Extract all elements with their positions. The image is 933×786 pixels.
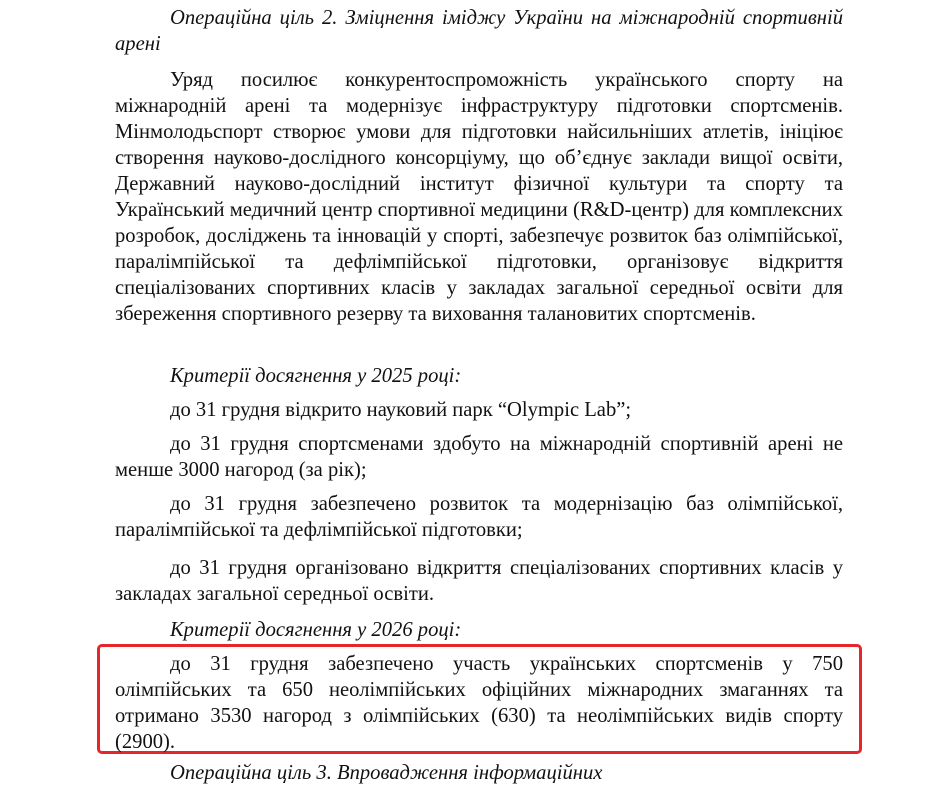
operational-goal-heading: Операційна ціль 2. Зміцнення іміджу України на міжнародній спортивній арені — [115, 7, 843, 55]
criteria-2025-item: до 31 грудня забезпечено розвиток та модернізацію баз олімпійської, паралімпійської та дефлімпійської підготовки; — [115, 493, 843, 541]
criteria-2025-item: до 31 грудня відкрито науковий парк “Olympic Lab”; — [170, 399, 632, 421]
criteria-2026-item: до 31 грудня забезпечено участь українських спортсменів у 750 олімпійських та 650 неолімпійських офіційних міжнародних змаганнях та отримано 3530 нагород з олімпійських (630) та неолімпійських видів спорту (2900). — [115, 653, 843, 753]
criteria-2025-item: до 31 грудня спортсменами здобуто на міжнародній спортивній арені не менше 3000 нагород (за рік); — [115, 433, 843, 481]
intro-paragraph: Уряд посилює конкурентоспроможність українського спорту на міжнародній арені та модернізує інфраструктуру підготовки спортсменів. Мінмолодьспорт створює умови для підготовки найсильніших атлетів, ініціює створення науково-дослідного консорціуму, що об’єднує заклади вищої освіти, Державний науково-дослідний інститут фізичної культури та спорту та Український медичний центр спортивної медицини (R&D-центр) для комплексних розробок, досліджень та інновацій у спорті, забезпечує розвиток баз олімпійської, паралімпійської та дефлімпійської підготовки, організовує відкриття спеціалізованих спортивних класів у закладах загальної середньої освіти для збереження спортивного резерву та виховання талановитих спортсменів. — [115, 69, 843, 325]
criteria-2026-label: Критерії досягнення у 2026 році: — [170, 619, 462, 641]
next-heading-cutoff: Операційна ціль 3. Впровадження інформаційних — [170, 762, 603, 784]
criteria-2025-label: Критерії досягнення у 2025 році: — [170, 365, 462, 387]
criteria-2025-item: до 31 грудня організовано відкриття спеціалізованих спортивних класів у закладах загальної середньої освіти. — [115, 557, 843, 605]
